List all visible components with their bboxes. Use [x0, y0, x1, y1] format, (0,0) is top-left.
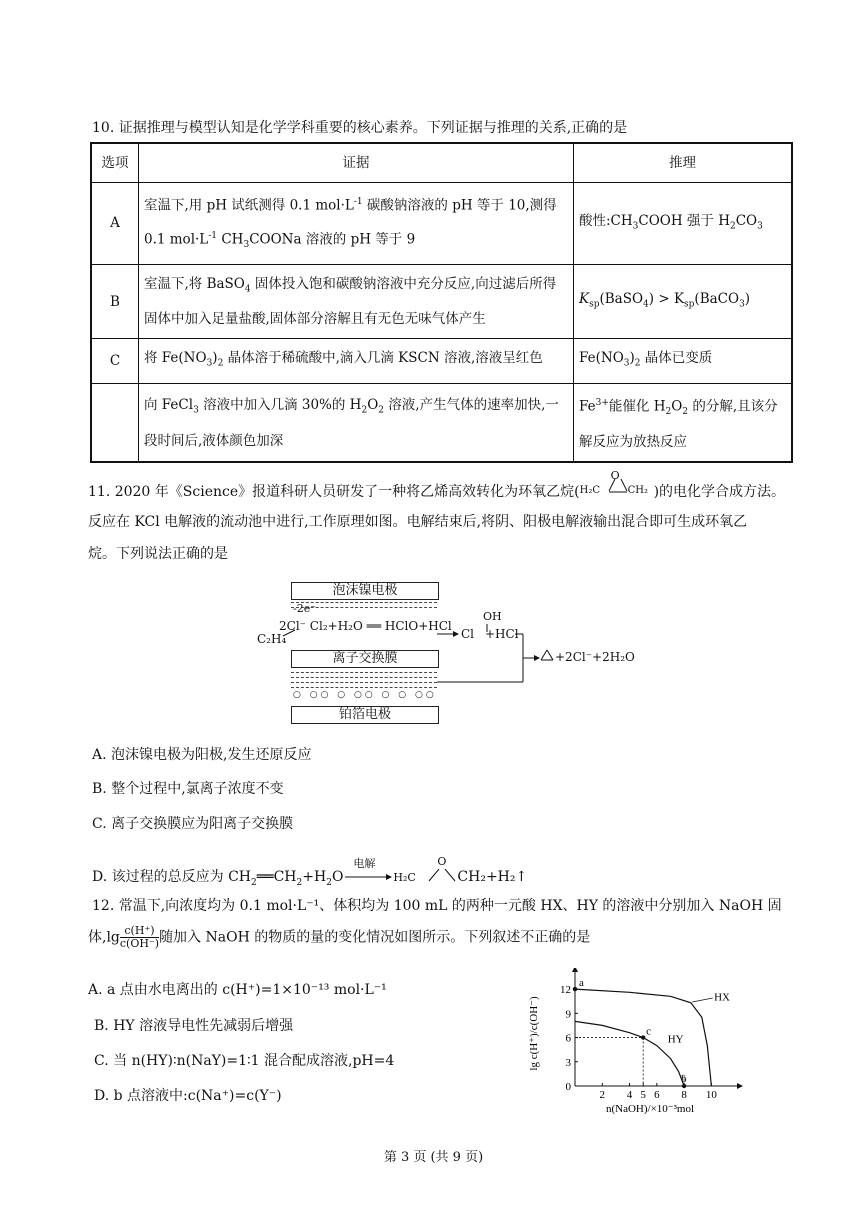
- q11-line3: 烷。下列说法正确的是: [88, 546, 228, 562]
- header-option: 选项: [91, 143, 139, 183]
- x-tick-label: 10: [705, 1089, 717, 1101]
- titration-chart: [515, 968, 745, 1128]
- point-label-a: a: [579, 977, 584, 990]
- point-a: [573, 987, 577, 991]
- table-row: [91, 183, 792, 265]
- table-header-row: [91, 143, 792, 183]
- x-tick-label: 4: [626, 1089, 633, 1101]
- q11-option-c: C. 离子交换膜应为阳离子交换膜: [92, 816, 294, 832]
- hydroxyl-label: OH: [483, 610, 502, 623]
- q11-line1: 11. 2020 年《Science》报道科研人员研发了一种将乙烯高效转化为环氧乙烷( O H₂C CH₂ )的电化学合成方法。: [88, 469, 786, 500]
- q11-option-d: D. 该过程的总反应为 $CH_2══CH_2+H_2O$ 电解 H₂C O CH₂+H₂↑: [92, 855, 528, 888]
- electron-label: -2e⁻: [293, 602, 317, 615]
- evidence-table: [90, 142, 793, 463]
- epoxide-ring-icon: O: [427, 869, 457, 885]
- final-products: +2Cl⁻+2H₂O: [555, 650, 635, 664]
- q12-option-c: C. 当 n(HY)∶n(NaY)=1∶1 混合配成溶液,pH=4: [94, 1053, 395, 1069]
- row-evidence: 室温下,用 pH 试纸测得 0.1 $mol\cdot L^{-1}$ 碳酸钠溶液的 pH 等于 10,测得 0.1 $mol\cdot L^{-1}$ $CH_3COONa$ 溶液的 pH 等于 9: [139, 183, 574, 265]
- electrolysis-arrow: 电解: [343, 869, 393, 885]
- nickel-foam-electrode: 泡沫镍电极: [291, 582, 439, 600]
- point-label-c: c: [646, 1025, 652, 1038]
- y-tick-label: 6: [565, 1032, 571, 1045]
- q12-line2: 体,lg $\frac{c(H^+)}{c(OH^-)}$ 随加入 NaOH 的物质的量的变化情况如图所示。下列叙述不正确的是: [88, 924, 591, 950]
- concentration-ratio: $\frac{c(H^+)}{c(OH^-)}$: [119, 924, 160, 950]
- epoxide-structure: O H₂C CH₂: [579, 469, 648, 496]
- chlorinated-product: Cl: [461, 627, 475, 641]
- row-evidence: 将 $Fe(NO_3)_2$ 晶体溶于稀硫酸中,滴入几滴 KSCN 溶液,溶液呈红色: [139, 339, 574, 384]
- series-label-leader: [692, 998, 712, 1002]
- table-row: [91, 384, 792, 463]
- ion-exchange-membrane: 离子交换膜: [291, 650, 439, 668]
- q11-line2: 反应在 KCl 电解液的流动池中进行,工作原理如图。电解结束后,将阴、阳极电解液输出混合即可生成环氧乙: [88, 514, 748, 530]
- electrolysis-diagram: [255, 572, 635, 732]
- y-tick-label: 0: [565, 1081, 571, 1093]
- series-line-hy: [575, 1021, 684, 1086]
- row-evidence: 室温下,将 BaSO$_4$ 固体投入饱和碳酸钠溶液中充分反应,向过滤后所得固体中加入足量盐酸,固体部分溶解且有无色无味气体产生: [139, 264, 574, 339]
- table-row: [91, 264, 792, 339]
- q12-option-d: D. b 点溶液中:c(Na⁺)=c(Y⁻): [94, 1088, 282, 1104]
- row-option: C: [91, 339, 139, 384]
- x-axis-arrow: [737, 1083, 743, 1089]
- x-axis-label: n(NaOH)/×10⁻³mol: [605, 1103, 695, 1115]
- x-tick-label: 2: [599, 1089, 606, 1101]
- q12-option-a: A. a 点由水电离出的 c(H⁺)=1×10⁻¹³ mol·L⁻¹: [88, 982, 387, 998]
- q12-option-b: B. HY 溶液导电性先减弱后增强: [94, 1018, 294, 1034]
- table-row: [91, 339, 792, 384]
- y-tick-label: 3: [565, 1056, 571, 1069]
- row-option: [91, 384, 139, 463]
- row-option: A: [91, 183, 139, 265]
- y-tick-label: 12: [560, 984, 571, 997]
- y-axis-arrow: [572, 968, 578, 972]
- q10-stem: 10. 证据推理与模型认知是化学学科重要的核心素养。下列证据与推理的关系,正确的是: [92, 120, 628, 136]
- row-evidence: 向 FeCl$_3$ 溶液中加入几滴 30%的 $H_2O_2$ 溶液,产生气体的速率加快,一段时间后,液体颜色加深: [139, 384, 574, 463]
- platinum-foil-electrode: 铂箔电极: [291, 706, 439, 724]
- row-inference: $Fe^{3+}$能催化 $H_2O_2$ 的分解,且该分解反应为放热反应: [574, 384, 793, 463]
- x-tick-label: 8: [681, 1089, 687, 1101]
- y-tick-label: 9: [565, 1008, 571, 1021]
- hcl-label: +HCl: [485, 627, 519, 641]
- header-inference: 推理: [574, 143, 793, 183]
- header-evidence: 证据: [139, 143, 574, 183]
- q11-option-a: A. 泡沫镍电极为阳极,发生还原反应: [92, 747, 312, 763]
- page-footer: 第 3 页 (共 9 页): [383, 1150, 484, 1165]
- row-inference: $Fe(NO_3)_2$ 晶体已变质: [574, 339, 793, 384]
- ethylene-label: C₂H₄: [257, 632, 287, 646]
- reaction-row: 2Cl⁻ Cl₂+H₂O ══ HClO+HCl: [279, 619, 452, 633]
- row-inference: $K_{sp}(BaSO_4)$ > $K_{sp}(BaCO_3)$: [574, 264, 793, 339]
- series-label-hx: HX: [714, 991, 730, 1004]
- y-axis-label: lg c(H⁺)/c(OH⁻): [528, 996, 540, 1071]
- q11-option-b: B. 整个过程中,氯离子浓度不变: [92, 781, 284, 797]
- x-tick-label: 6: [654, 1089, 660, 1101]
- point-c: [641, 1035, 645, 1039]
- row-option: B: [91, 264, 139, 339]
- gas-bubbles: ○ ○○ ○ ○○ ○ ○ ○○: [293, 690, 437, 700]
- q12-line1: 12. 常温下,向浓度均为 0.1 mol·L⁻¹、体积均为 100 mL 的两种一元酸 HX、HY 的溶液中分别加入 NaOH 固: [92, 898, 782, 914]
- series-label-hy: HY: [667, 1033, 684, 1046]
- point-label-b: b: [681, 1073, 687, 1085]
- x-tick-label: 5: [640, 1089, 646, 1101]
- row-inference: 酸性$:CH_3COOH$ 强于 $H_2CO_3$: [574, 183, 793, 265]
